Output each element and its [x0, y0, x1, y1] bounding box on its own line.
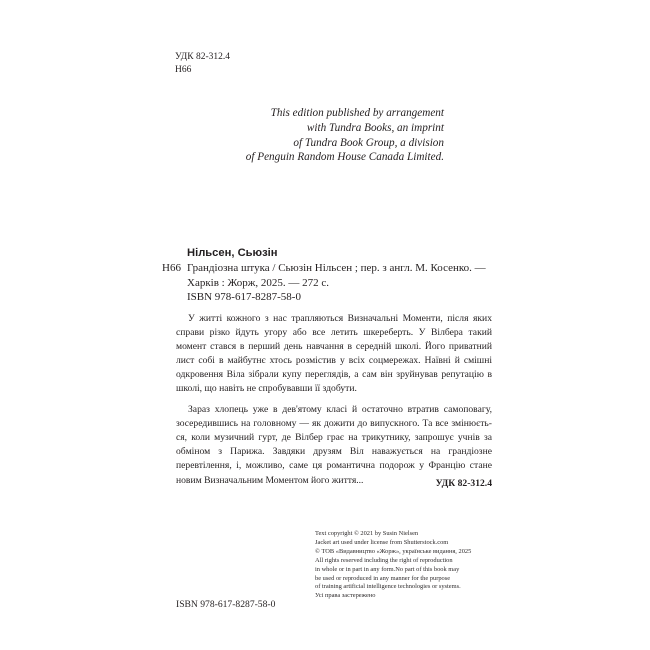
- annotation-paragraph: У житті кожного з нас трапляються Визначальні Моменти, після яких справи різко йдуть угору або все летить шкереберть. У Вілбера такий момент стався в перший день навчання в середній школі. Його приватний лист собі в майбутнє хтось розмістив у всіх соцмережах. Наївні й смішні одкровення Віла зібрали купу переглядів, а сам він зруйнував репутацію в школі, що навіть не спробувавши її здобути.: [176, 313, 492, 395]
- copyright-line: © ТОВ «Видавництво «Жорж», українське видання, 2025: [315, 547, 472, 555]
- catalog-title-row: [162, 261, 492, 276]
- edition-note-line: This edition published by arrangement: [270, 107, 444, 119]
- copyright-line: of training artificial intelligence technologies or systems.: [315, 583, 461, 591]
- catalog-code: Н66: [162, 261, 181, 274]
- edition-note: [230, 106, 444, 165]
- udk-classification: [175, 51, 230, 76]
- isbn-bottom: ISBN 978-617-8287-58-0: [176, 599, 276, 610]
- catalog-record: [162, 246, 492, 305]
- copyright-block: [315, 530, 515, 601]
- copyright-line: Text copyright © 2021 by Susin Nielsen: [315, 530, 419, 537]
- copyright-line: All rights reserved including the right of reproduction: [315, 556, 453, 564]
- catalog-author: Нільсен, Сьюзін: [187, 247, 278, 259]
- udk-right: УДК 82-312.4: [435, 478, 492, 489]
- catalog-publication-line: Харків : Жорж, 2025. — 272 с.: [187, 276, 330, 289]
- copyright-line: be used or reproduced in any manner for the purpose: [315, 574, 451, 582]
- catalog-isbn: ISBN 978-617-8287-58-0: [187, 291, 301, 304]
- udk-line: УДК 82-312.4: [175, 52, 230, 62]
- edition-note-line: with Tundra Books, an imprint: [306, 121, 444, 134]
- copyright-line: Jacket art used under license from Shutterstock.com: [315, 538, 449, 546]
- edition-note-line: of Penguin Random House Canada Limited.: [245, 151, 444, 164]
- annotation: [176, 312, 492, 488]
- edition-note-line: of Tundra Book Group, a division: [293, 136, 444, 149]
- catalog-title-line: Грандіозна штука / Сьюзін Нільсен ; пер. з англ. М. Косенко. —: [187, 261, 486, 274]
- author-mark: Н66: [175, 64, 192, 75]
- annotation-paragraph: Зараз хлопець уже в дев'ятому класі й остаточно втратив самоповагу, зосередившись на головному — як дожити до випускного. Та все змінюється, коли музичний гурт, де Вілбер грає на трикутнику, запрошує учнів за обміном з Парижа. Завдяки друзям Віл наважується на грандіозне перевтілення, і, можливо, саме ця романтична подорож у Францію стане новим Визначальним Моментом його життя...: [176, 404, 492, 486]
- copyright-line: in whole or in part in any form.No part of this book may: [315, 565, 460, 573]
- copyright-line: Усі права застережено: [315, 592, 376, 600]
